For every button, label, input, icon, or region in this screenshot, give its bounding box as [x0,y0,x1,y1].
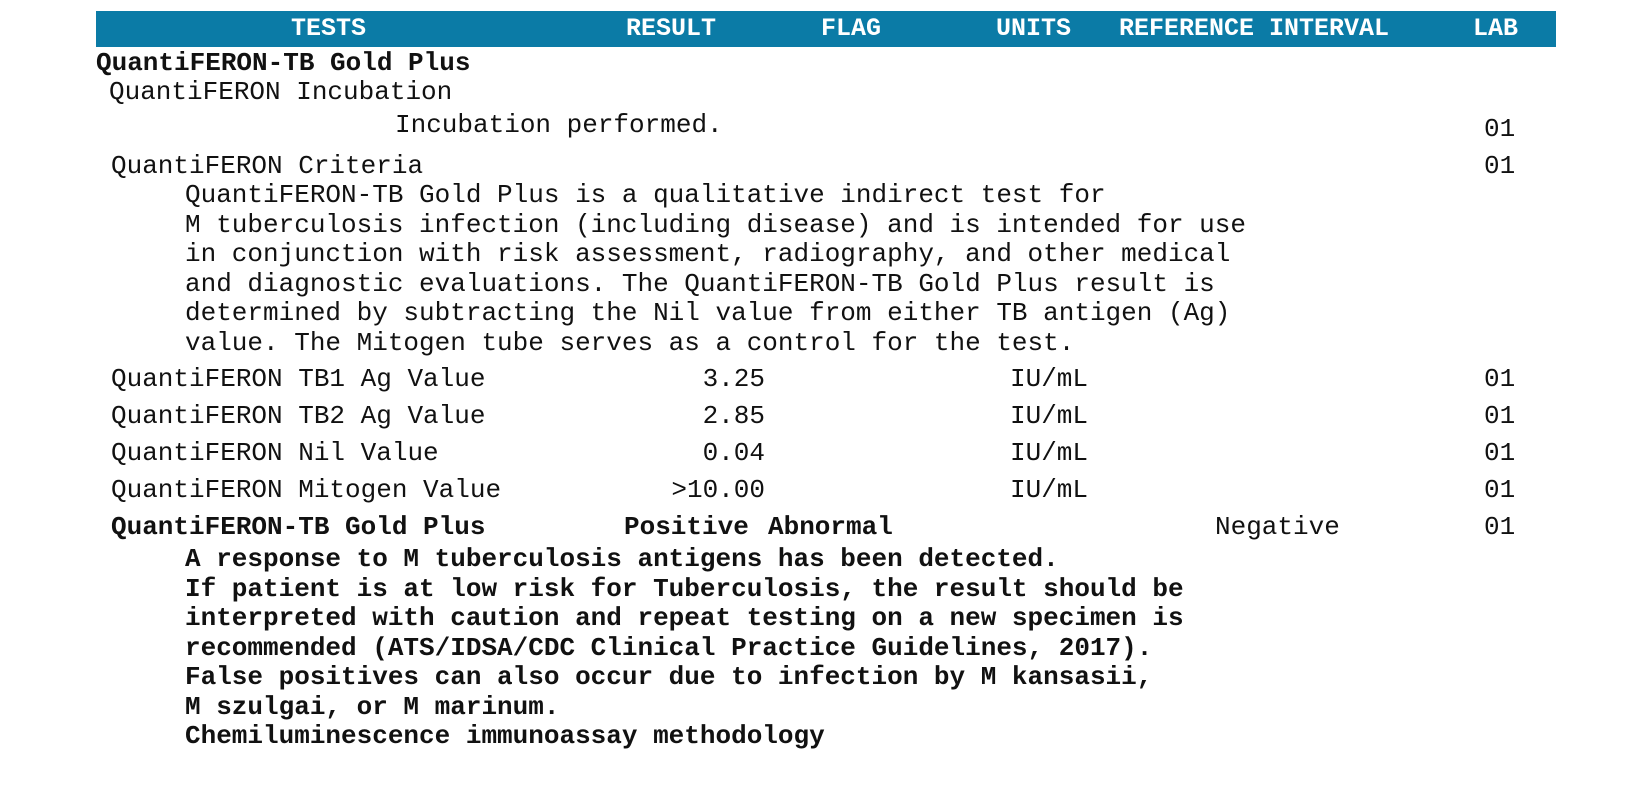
criteria-lab: 01 [1484,151,1516,181]
value-units: IU/mL [1010,438,1089,468]
criteria-line: determined by subtracting the Nil value from either TB antigen (Ag) [185,298,1231,328]
panel-title: QuantiFERON-TB Gold Plus [96,48,471,78]
header-lab: LAB [1473,14,1519,43]
header-units: UNITS [996,14,1072,43]
value-units: IU/mL [1010,401,1089,431]
value-lab: 01 [1484,438,1516,468]
criteria-line: and diagnostic evaluations. The QuantiFERON-TB Gold Plus result is [185,268,1215,299]
note-line: A response to M tuberculosis antigens has been detected. [185,544,1059,574]
summary-reference: Negative [1215,512,1340,542]
criteria-name: QuantiFERON Criteria [111,151,424,181]
criteria-line: QuantiFERON-TB Gold Plus is a qualitative indirect test for [185,180,1106,210]
header-flag: FLAG [821,14,882,43]
criteria-line: M tuberculosis infection (including disease) and is intended for use [185,209,1246,240]
summary-result: Positive [624,512,749,542]
value-lab: 01 [1484,401,1516,431]
value-name: QuantiFERON TB1 Ag Value [111,364,486,394]
incubation-name: QuantiFERON Incubation [109,77,453,107]
summary-lab: 01 [1484,512,1516,542]
value-name: QuantiFERON Nil Value [111,438,439,468]
incubation-lab: 01 [1484,114,1516,144]
note-line: If patient is at low risk for Tuberculosis, the result should be [185,573,1184,604]
value-result: 3.25 [702,364,765,394]
header-reference-interval: REFERENCE INTERVAL [1119,14,1390,43]
value-units: IU/mL [1010,475,1089,505]
summary-notes [185,545,1184,752]
summary-flag: Abnormal [768,512,893,542]
value-units: IU/mL [1010,364,1089,394]
note-line: Chemiluminescence immunoassay methodology [185,721,825,751]
value-lab: 01 [1484,364,1516,394]
value-name: QuantiFERON Mitogen Value [111,475,502,505]
criteria-line: in conjunction with risk assessment, radiography, and other medical [185,239,1231,269]
header-tests: TESTS [291,14,367,43]
value-lab: 01 [1484,475,1516,505]
criteria-line: value. The Mitogen tube serves as a control for the test. [185,327,1075,358]
header-result: RESULT [626,14,717,43]
incubation-result: Incubation performed. [395,110,723,140]
note-line: M szulgai, or M marinum. [185,691,560,722]
summary-name: QuantiFERON-TB Gold Plus [111,512,486,542]
value-result: 2.85 [702,401,765,431]
note-line: False positives can also occur due to infection by M kansasii, [185,662,1153,692]
value-result: 0.04 [702,438,765,468]
value-name: QuantiFERON TB2 Ag Value [111,401,486,431]
criteria-text [185,181,1246,358]
note-line: interpreted with caution and repeat testing on a new specimen is [185,603,1184,633]
table-header [96,11,1556,47]
value-result: >10.00 [671,475,765,505]
note-line: recommended (ATS/IDSA/CDC Clinical Practice Guidelines, 2017). [185,632,1153,663]
